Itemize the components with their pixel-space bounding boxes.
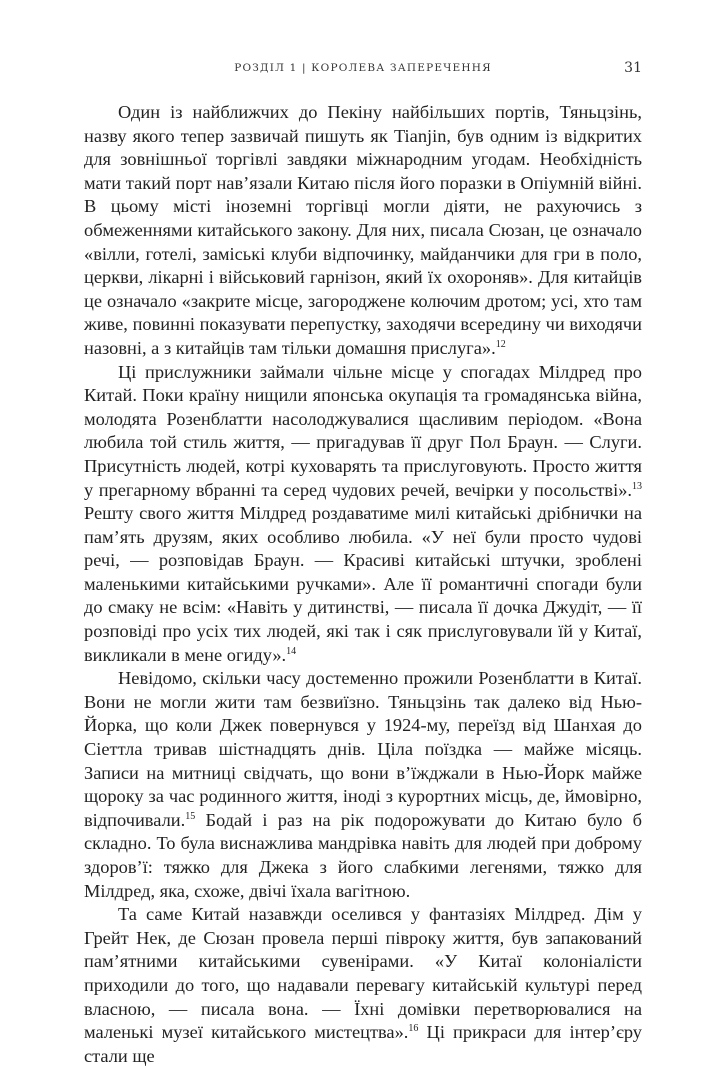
paragraph	[84, 361, 642, 668]
paragraph-text: Невідомо, скільки часу достеменно прожили Розенблатти в Китаї. Вони не могли жити там безвиїзно. Тяньцзінь так далеко від Нью-Йорка, що коли Джек повернувся у 1924-му, переїзд від Шанхая до Сіеттла тривав шістнадцять днів. Ціла поїздка — майже місяць. Записи на митниці свідчать, що вони в’їжджали в Нью-Йорк майже щороку за час родинного життя, іноді з курортних місць, де, ймовірно, відпочивали.	[84, 668, 642, 830]
page-header	[84, 60, 642, 80]
footnote-ref: 15	[185, 810, 196, 822]
footnote-ref: 13	[632, 480, 642, 492]
paragraph-text: Один із найближчих до Пекіну найбільших портів, Тяньцзінь, назву якого тепер зазвичай пишуть як Tianjin, був одним із відкритих для зовнішньої торгівлі завдяки міжнародним угодам. Необхідність мати такий порт нав’язали Китаю після його поразки в Опіумній війні. В цьому місті іноземні торгівці могли діяти, не рахуючись з обмеженнями китайського закону. Для них, писала Сюзан, це означало «вілли, готелі, заміські клуби відпочинку, майданчики для гри в поло, церкви, лікарні і військовий гарнізон, який їх охороняв». Для китайців це означало «закрите місце, загороджене колючим дротом; усі, хто там живе, повинні показувати перепустку, заходячи всередину чи виходячи назовні, а з китайців там тільки домашня прислуга».	[84, 102, 642, 358]
paragraph-text: Бодай і раз на рік подорожувати до Китаю було б складно. То була виснажлива мандрівка навіть для людей при доброму здоров’ї: тяжко для Джека з його слабкими легенями, тяжко для Мілдред, яка, схоже, двічі їхала вагітною.	[84, 809, 642, 901]
footnote-ref: 16	[408, 1023, 419, 1035]
paragraph-text: Ці прислужники займали чільне місце у спогадах Мілдред про Китай. Поки країну нищили японська окупація та громадянська війна, молодята Розенблатти насолоджувалися щасливим періодом. «Вона любила той стиль життя, — пригадував її друг Пол Браун. — Слуги. Присутність людей, котрі куховарять та прислуговують. Просто життя у прегарному вбранні та серед чудових речей, вечірки у посольстві».	[84, 361, 642, 500]
body-text	[84, 101, 642, 1068]
running-head: РОЗДІЛ 1 | КОРОЛЕВА ЗАПЕРЕЧЕННЯ	[234, 62, 492, 74]
paragraph-text: Решту свого життя Мілдред роздаватиме милі китайські дрібнички на пам’ять друзям, яких особливо любила. «У неї були просто чудові речі, — розповідав Браун. — Красиві китайські штучки, зроблені маленькими китайськими ручками». Але її романтичні спогади були до смаку не всім: «Навіть у дитинстві, — писала її дочка Джудіт, — її розповіді про усіх тих людей, які так і сяк прислуговували їй у Китаї, викликали в мене огиду».	[84, 503, 642, 665]
paragraph-text: Та саме Китай назавжди оселився у фантазіях Мілдред. Дім у Грейт Нек, де Сюзан провела перші півроку життя, був запакований пам’ятними китайськими сувенірами. «У Китаї колоніалісти приходили до того, що надавали перевагу китайській культурі перед власною, — писала вона. — Їхні домівки перетворювалися на маленькі музеї китайського мистецтва».	[84, 904, 642, 1043]
footnote-ref: 14	[286, 645, 297, 657]
paragraph	[84, 903, 642, 1068]
paragraph	[84, 101, 642, 361]
page-number: 31	[624, 60, 642, 76]
paragraph	[84, 667, 642, 903]
paragraph-text: Ці прикраси для інтер’єру стали ще	[84, 1022, 642, 1066]
footnote-ref: 12	[495, 338, 506, 350]
